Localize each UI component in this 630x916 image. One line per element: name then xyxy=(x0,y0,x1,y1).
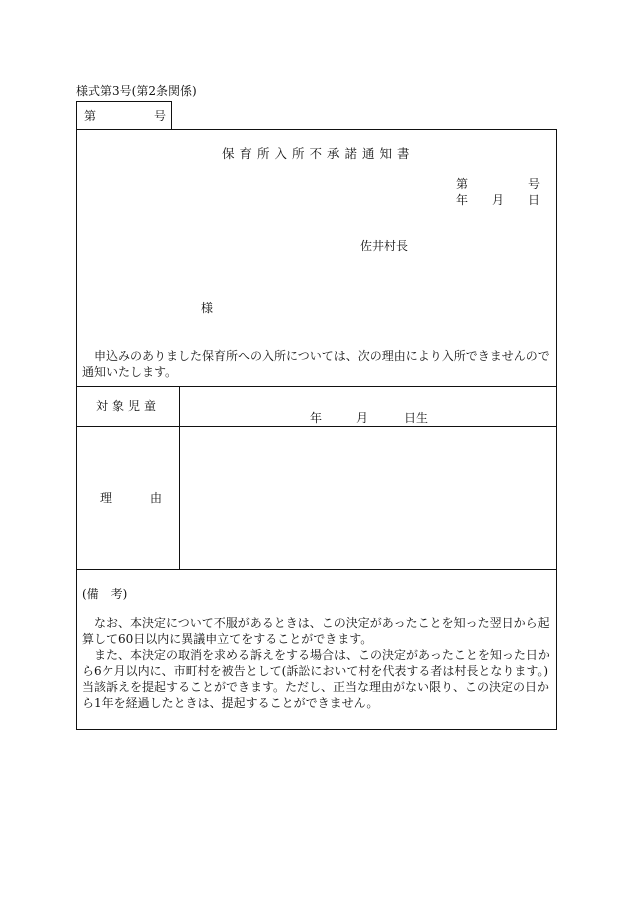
date-month: 月 xyxy=(492,193,505,207)
form-label: 様式第3号(第2条関係) xyxy=(76,84,197,98)
addressee-suffix: 様 xyxy=(201,301,214,315)
notes-heading: (備 考) xyxy=(82,587,128,601)
table-mid-line xyxy=(76,426,557,427)
birth-year: 年 xyxy=(310,411,323,425)
ref-number-go: 号 xyxy=(528,177,541,191)
date-day: 日 xyxy=(528,193,541,207)
date-year: 年 xyxy=(456,193,469,207)
child-label: 対象児童 xyxy=(96,399,161,413)
table-column-divider xyxy=(179,386,180,569)
document-title: 保育所入所不承諾通知書 xyxy=(222,146,415,161)
birth-day: 日生 xyxy=(404,411,429,425)
intro-text: 申込みのありました保育所への入所については、次の理由により入所できませんので通知いたします。 xyxy=(82,349,550,379)
notes-paragraph-1: なお、本決定について不服があるときは、この決定があったことを知った翌日から起算して60日以内に異議申立てをすることができます。 xyxy=(82,616,550,646)
issuer-name: 佐井村長 xyxy=(360,239,409,253)
birth-month: 月 xyxy=(356,411,369,425)
reason-label: 理由 xyxy=(100,491,201,505)
ref-number-dai: 第 xyxy=(456,177,469,191)
number-box-go: 号 xyxy=(154,109,167,123)
number-box-dai: 第 xyxy=(84,109,97,123)
notes-paragraph-2: また、本決定の取消を求める訴えをする場合は、この決定があったことを知った日から6ケ月以内に、市町村を被告として(訴訟において村を代表する者は村長となります。)当該訴えを提起することができます。ただし、正当な理由がない限り、この決定の日から1年を経過したときは、提起することができません。 xyxy=(82,648,550,710)
number-box xyxy=(76,101,172,130)
table-bottom-line xyxy=(76,569,557,570)
table-top-line xyxy=(76,386,557,387)
